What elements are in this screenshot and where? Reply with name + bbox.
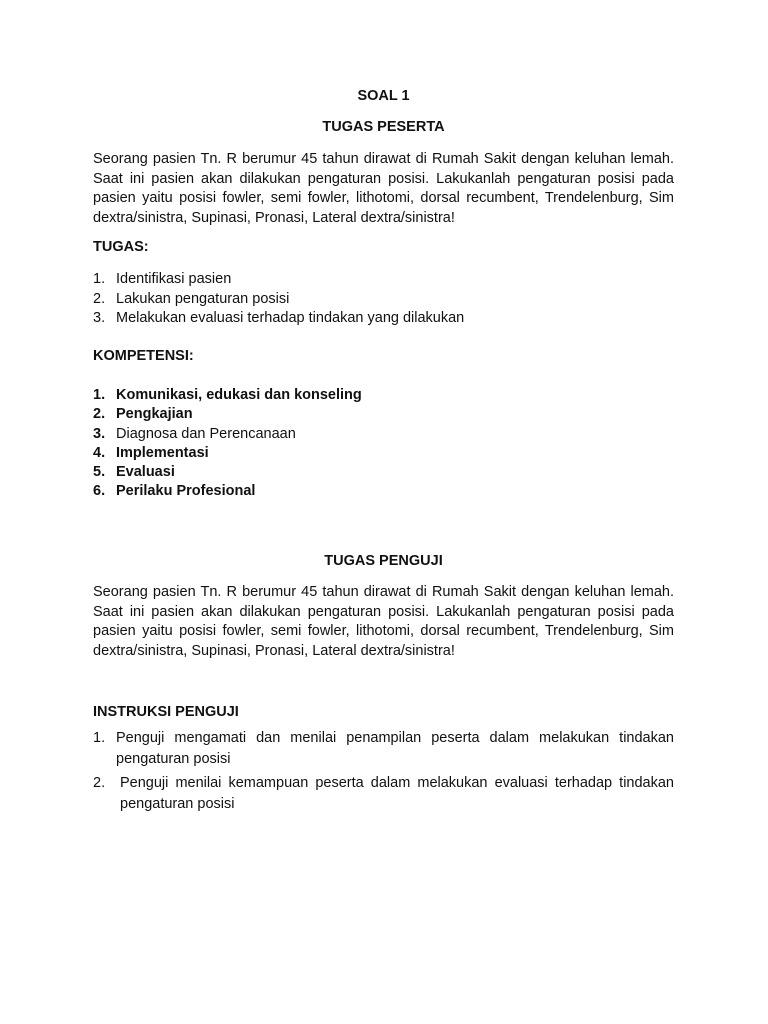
list-number: 2. xyxy=(93,406,106,423)
tugas-list xyxy=(93,270,674,329)
tugas-label: TUGAS: xyxy=(93,239,149,255)
list-item xyxy=(93,425,674,444)
list-item-text: Implementasi xyxy=(116,444,209,461)
list-number: 2. xyxy=(93,775,106,791)
list-item-text: Diagnosa dan Perencanaan xyxy=(116,425,296,442)
list-number: 6. xyxy=(93,483,106,500)
list-item-text: Komunikasi, edukasi dan konseling xyxy=(116,387,362,403)
list-number: 1. xyxy=(93,271,106,287)
tugas-penguji-heading: TUGAS PENGUJI xyxy=(324,553,443,569)
list-item-text: Evaluasi xyxy=(116,464,175,481)
list-number: 3. xyxy=(93,425,106,442)
list-item-text: Perilaku Profesional xyxy=(116,483,256,500)
list-item xyxy=(93,270,674,290)
penguji-scenario-paragraph: Seorang pasien Tn. R berumur 45 tahun dirawat di Rumah Sakit dengan keluhan lemah. Saat ini pasien akan dilakukan pengaturan posisi. Lakukanlah pengaturan posisi pada pasien yaitu posisi fowler, semi fowler, lithotomi, dorsal recumbent, Trendelenburg, Sim dextra/sinistra, Supinasi, Pronasi, Lateral dextra/sinistra! xyxy=(93,584,674,659)
tugas-peserta-heading: TUGAS PESERTA xyxy=(322,119,445,135)
kompetensi-label: KOMPETENSI: xyxy=(93,348,194,364)
list-number: 1. xyxy=(93,387,106,403)
list-item-text: Melakukan evaluasi terhadap tindakan yang dilakukan xyxy=(116,310,465,326)
list-item xyxy=(93,482,674,501)
list-item xyxy=(93,290,674,310)
list-number: 1. xyxy=(93,730,106,746)
list-item-text: Penguji menilai kemampuan peserta dalam melakukan evaluasi terhadap tindakan pengaturan posisi xyxy=(120,775,674,812)
peserta-scenario-paragraph: Seorang pasien Tn. R berumur 45 tahun dirawat di Rumah Sakit dengan keluhan lemah. Saat ini pasien akan dilakukan pengaturan posisi. Lakukanlah pengaturan posisi pada pasien yaitu posisi fowler, semi fowler, lithotomi, dorsal recumbent, Trendelenburg, Sim dextra/sinistra, Supinasi, Pronasi, Lateral dextra/sinistra! xyxy=(93,151,674,226)
list-number: 5. xyxy=(93,464,106,481)
list-item xyxy=(93,405,674,424)
list-item-text: Penguji mengamati dan menilai penampilan peserta dalam melakukan tindakan pengaturan posisi xyxy=(116,730,674,767)
list-number: 2. xyxy=(93,290,106,307)
list-item-text: Lakukan pengaturan posisi xyxy=(116,290,290,307)
kompetensi-list xyxy=(93,386,674,502)
list-number: 4. xyxy=(93,444,106,461)
list-item-text: Identifikasi pasien xyxy=(116,271,232,287)
soal-title: SOAL 1 xyxy=(357,88,410,104)
list-item xyxy=(93,773,674,815)
list-item xyxy=(93,728,674,770)
list-item xyxy=(93,386,674,405)
list-number: 3. xyxy=(93,310,106,326)
instruksi-label: INSTRUKSI PENGUJI xyxy=(93,704,239,720)
list-item xyxy=(93,463,674,482)
list-item xyxy=(93,444,674,463)
list-item-text: Pengkajian xyxy=(116,406,193,423)
list-item xyxy=(93,309,674,329)
instruksi-list xyxy=(93,728,674,818)
